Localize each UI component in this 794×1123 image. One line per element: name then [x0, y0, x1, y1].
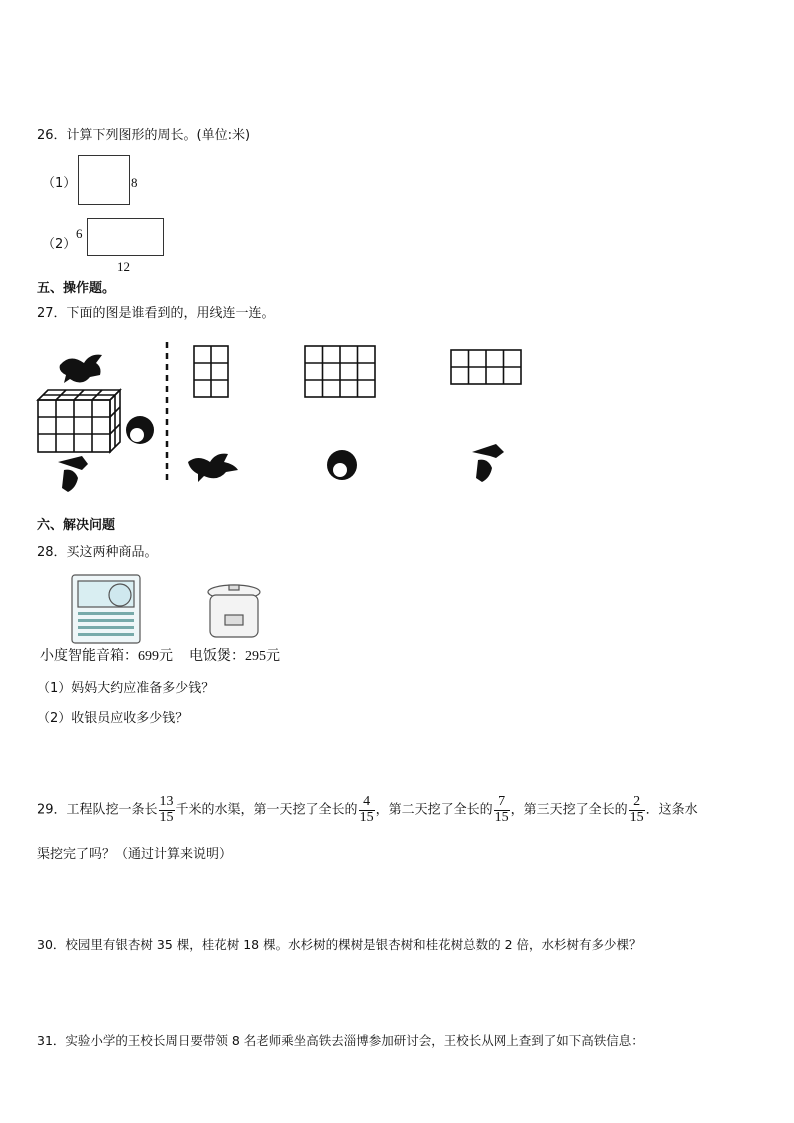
fraction-4-15: $\frac{4}{15}$ [359, 794, 374, 825]
q30-text: 30．校园里有银杏树 35 棵，桂花树 18 棵。水杉树的棵树是银杏树和桂花树总数的 2 倍，水杉树有多少棵？ [37, 937, 642, 952]
q29-text-3: ，第二天挖了全长的 [375, 802, 493, 818]
q28-sub1: （1）妈妈大约应准备多少钱？ [37, 681, 215, 696]
square-side-label: 8 [131, 175, 138, 190]
fraction-2-15: $\frac{2}{15}$ [629, 794, 644, 825]
section5-title: 五、操作题。 [37, 281, 116, 296]
q26-title: 26．计算下列图形的周长。(单位:米) [37, 128, 251, 143]
fraction-7-15: $\frac{7}{15}$ [494, 794, 509, 825]
rectangle-length-label: 12 [117, 259, 130, 274]
q29-text-2: 千米的水渠，第一天挖了全长的 [175, 802, 358, 818]
q26-fig1-label: （1） [42, 176, 77, 191]
q29-line2: 渠挖完了吗？（通过计算来说明） [37, 847, 233, 862]
smart-speaker-price: 小度智能音箱：699元 [40, 649, 173, 664]
q31-text: 31．实验小学的王校长周日要带领 8 名老师乘坐高铁去淄博参加研讨会，王校长从网上查到了如下高铁信息： [37, 1033, 644, 1048]
rectangle-width-label: 6 [76, 226, 83, 241]
q29-line1 [37, 795, 698, 825]
rice-cooker-image [208, 585, 260, 637]
q29-text-5: ．这条水 [645, 802, 698, 818]
q29-text-4: ，第三天挖了全长的 [510, 802, 628, 818]
rice-cooker-price: 电饭煲：295元 [189, 649, 280, 664]
section6-title: 六、解决问题 [37, 518, 116, 533]
q28-title: 28．买这两种商品。 [37, 545, 158, 560]
q29-text-1: 29．工程队挖一条长 [37, 802, 158, 818]
q27-title: 27．下面的图是谁看到的，用线连一连。 [37, 306, 275, 321]
q28-sub2: （2）收银员应收多少钱？ [37, 711, 189, 726]
smart-speaker-image [72, 575, 140, 643]
fraction-13-15: $\frac{13}{15}$ [159, 794, 174, 825]
q26-fig2-label: （2） [42, 237, 77, 252]
